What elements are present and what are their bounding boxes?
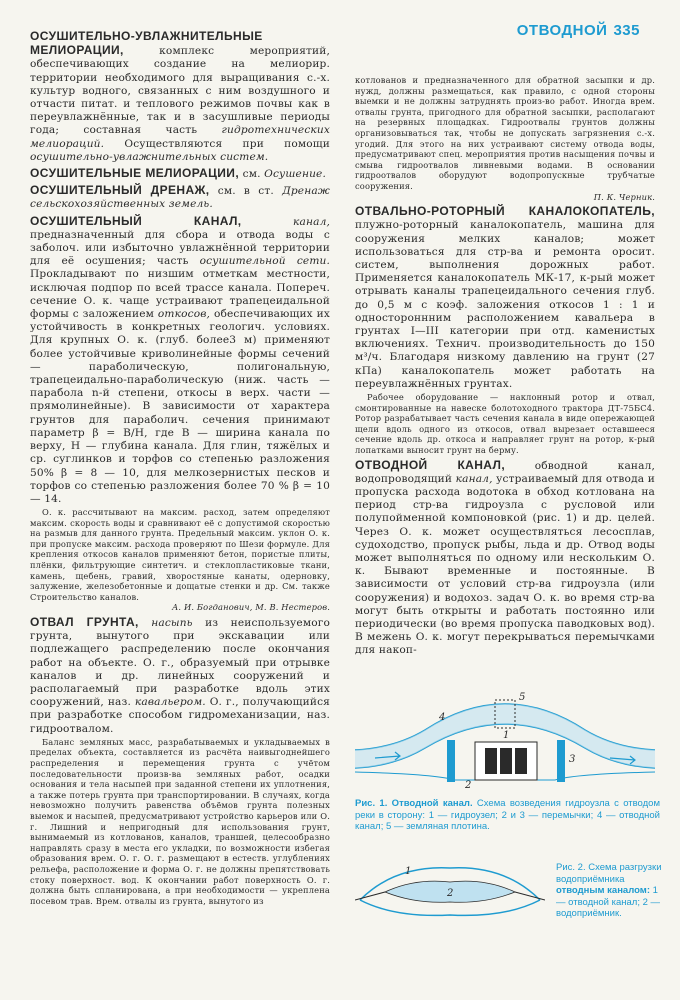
fig2-label: 1 xyxy=(405,866,412,877)
left-column xyxy=(30,30,330,906)
headword: ОСУШИТЕЛЬНЫЕ МЕЛИОРАЦИИ, xyxy=(30,166,240,181)
article-otvalno-rotorny: ОТВАЛЬНО-РОТОРНЫЙ КАНАЛОКОПАТЕЛЬ, плужно-роторный каналокопатель, машина для сооружения мелких каналов; может использоваться для стр-ва и ремонта оросит. систем, выполнения дорожных работ. Применяется каналокопатель МК-17, к-рый может отрывать каналы трапецеидального сечения глуб. до 0,5 м с коэф. заложения откосов 1 : 1 и одностороннним расположением кавальера в грунтах I—III категории при отд. каменистых включениях. Технич. производительность до 150 м³/ч. Благодаря низкому давлению на грунт (27 кПа) каналокопатель может работать на переувлажнённых грунтах. xyxy=(355,204,655,390)
article-osush-drenazh: ОСУШИТЕЛЬНЫЙ ДРЕНАЖ, см. в ст. Дренаж сельскохозяйственных земель. xyxy=(30,183,330,211)
headword: ОСУШИТЕЛЬНО-УВЛАЖНИТЕЛЬНЫЕ МЕЛИОРАЦИИ, xyxy=(30,29,263,58)
headword: ОСУШИТЕЛЬНЫЙ КАНАЛ, xyxy=(30,213,242,228)
continuation-small: котлованов и предназначенного для обратной засыпки и др. нужд, должны размещаться, как правило, с одной стороны выемки и не должны затруднять произ-во работ. Иногда врем. отвалы грунта, пригодного для обратной засыпки, располагают на резервных площадках. Гидроотвалы грунтов должны организовываться так, чтобы не допускать загрязнения с.-х. угодий. Для этого на них устраивают систему отвода воды, предусматривают спец. мероприятия против насыщения почвы и смыва гидроотвалов ливневыми водами. В основании гидроотвалов оборудуют водопропускные трубчатые сооружения. П. К. Черник. xyxy=(355,75,655,202)
header-word: ОТВОДНОЙ xyxy=(516,22,608,39)
article-otval-grunta: ОТВАЛ ГРУНТА, насыпь из неиспользуемого грунта, вынутого при экскавации или подлежащего распределению после окончания работ на объекте. О. г., образуемый при отрывке каналов и др. линейных сооружений и располагаемый при разработке вдоль этих сооружений, наз. кавальером. О. г., получающийся при разработке способом гидромеханизации, наз. гидроотвалом. xyxy=(30,615,330,735)
fig1-label: 2 xyxy=(465,780,472,790)
figure-2-caption: Рис. 2. Схема разгрузки водоприёмника отводным каналом: 1 — отводной канал; 2 — водоприёмник. xyxy=(556,862,662,919)
cofferdam-downstream xyxy=(557,740,565,782)
fig1-label: 1 xyxy=(503,730,510,741)
article-osush-uvlazh: ОСУШИТЕЛЬНО-УВЛАЖНИТЕЛЬНЫЕ МЕЛИОРАЦИИ, комплекс мероприятий, обеспечивающих создание на мелиорир. территории необходимого для выращивания с.-х. культур водного, связанных с ним воздушного и отчасти питат. и теплового режимов почвы как в переувлажнённые, так и в засушливые периоды года; составная часть гидротехнических мелиораций. Осуществляются при помощи осушительно-увлажнительных систем. xyxy=(30,29,330,163)
article-osush-kanal-small: О. к. рассчитывают на максим. расход, затем определяют максим. скорость воды и сравнивают её с допустимой скоростью на размыв для данного грунта. Предельный максим. уклон О. к. при пропуске максим. расхода проверяют по Шези формуле. Для крепления откосов каналов применяют бетон, пористые плиты, плёнки, фильтрующие синтетич. и стеклопластиковые ткани, камень, щебень, гравий, хворостяные канаты, одерновку, залужение, железобетонные и дощатые стенки и др. См. также Строительство каналов. А. И. Богданович, М. В. Нестеров. xyxy=(30,507,330,613)
fig1-label: 3 xyxy=(569,754,576,765)
page-number: 335 xyxy=(613,22,640,39)
fig1-label: 5 xyxy=(519,692,526,703)
headword: ОТВОДНОЙ КАНАЛ, xyxy=(355,457,506,472)
cofferdam-upstream xyxy=(447,740,455,782)
right-column xyxy=(355,74,655,658)
fig2-label: 2 xyxy=(447,888,454,899)
article-osush-kanal: ОСУШИТЕЛЬНЫЙ КАНАЛ, канал, предназначенный для сбора и отвода воды с заболоч. или избыточно увлажнённой территории для её осушения; часть осушительной сети. Прокладывают по низшим отметкам местности, исключая подпор по всей трассе канала. Попереч. сечение О. к. чаще устраивают трапецеидальной формы с заложением откосов, обеспечивающих их устойчивость в конкретных геологич. условиях. Для крупных О. к. (глуб. более3 м) применяют более устойчивые криволинейные формы сечений — параболическую, полигональную, трапецеидально-параболическую (ниж. часть — парабола n-й степени, откосы в верх. части — прямолинейные). В зависимости от характера грунтов для параболич. сечения принимают параметр β = B/H, где B — ширина канала по верху, H — глубина канала. Для глин, тяжёлых и ср. суглинков и торфов со степенью разложения 50% β = 8 — 10, для мелкозернистых песков и торфов со степенью разложения более 70 % β = 10 — 14. xyxy=(30,213,331,505)
headword: ОСУШИТЕЛЬНЫЙ ДРЕНАЖ, xyxy=(30,183,210,198)
author-signature: П. К. Черник. xyxy=(593,191,655,202)
fig1-label: 4 xyxy=(439,712,446,723)
hydro-unit xyxy=(500,748,512,774)
article-otvalno-rotorny-small: Рабочее оборудование — наклонный ротор и отвал, смонтированные на навеске болотоходного трактора ДТ-75БС4. Ротор разрабатывает часть сечения канала в виде опережающей щели вдоль одного из откосов, отвал вырезает оставшееся сечение вдоль др. откоса и направляет грунт на ротор, к-рый лопатками выносит грунт на берму. xyxy=(355,391,655,455)
figure-1-diagram xyxy=(355,690,655,790)
headword: ОТВАЛЬНО-РОТОРНЫЙ КАНАЛОКОПАТЕЛЬ, xyxy=(355,204,655,219)
headword: ОТВАЛ ГРУНТА, xyxy=(30,615,139,630)
figure-2-diagram xyxy=(355,860,545,920)
author-signature: А. И. Богданович, М. В. Нестеров. xyxy=(171,602,330,613)
figure-1-caption: Рис. 1. Отводной канал. Схема возведения гидроузла с отводом реки в сторону: 1 — гидроузел; 2 и 3 — перемычки; 4 — отводной канал; 5 — земляная плотина. xyxy=(355,798,660,832)
article-otvodnoy-kanal: ОТВОДНОЙ КАНАЛ, обводной канал, водопроводящий канал, устраиваемый для отвода и пропуска расхода водотока в обход котлована на период стр-ва гидроузла с русловой или полупойменной компоновкой (рис. 1) и др. целей. Через О. к. может осуществляться лесосплав, судоходство, пропуск рыбы, льда и др. Отвод воды может выполняться по одному или нескольким О. к. Бывают временные и постоянные. В зависимости от условий стр-ва гидроузла (или сооружения) и водохоз. задач О. к. во время стр-ва могут быть открыты и работать постоянно или периодически (во время пропуска паводковых вод). В межень О. к. могут перекрываться перемычками для накоп- xyxy=(355,457,655,657)
hydro-unit xyxy=(485,748,497,774)
hydro-unit xyxy=(515,748,527,774)
running-header xyxy=(517,22,640,39)
article-osush-melior: ОСУШИТЕЛЬНЫЕ МЕЛИОРАЦИИ, см. Осушение. xyxy=(30,166,326,181)
article-otval-grunta-small: Баланс земляных масс, разрабатываемых и укладываемых в пределах объекта, составляется из расчёта наивыгоднейшего распределения и перемещения грунта с учётом последовательности произв-ва земляных работ, осадки основания и тела насыпей при заданной степени их уплотнения, а также потерь грунта при транспортировании. В случаях, когда невозможно получить равенства объёмов грунта полезных выемок и насыпей, предусматривают устройство карьеров или О. г. Лишний и непригодный для использования грунт, вынимаемый из котлованов, каналов, траншей, целесообразно направлять сразу в места его укладки, по возможности избегая образования врем. О. г. О. г. размещают в естеств. углублениях рельефа, расположение и форма О. г. не должны препятствовать стоку поверхност. вод. К окончании работ поверхность О. г. должна быть спланирована, а при необходимости — укреплена посевом трав. Врем. отвалы из грунта, вынутого из xyxy=(30,736,330,906)
